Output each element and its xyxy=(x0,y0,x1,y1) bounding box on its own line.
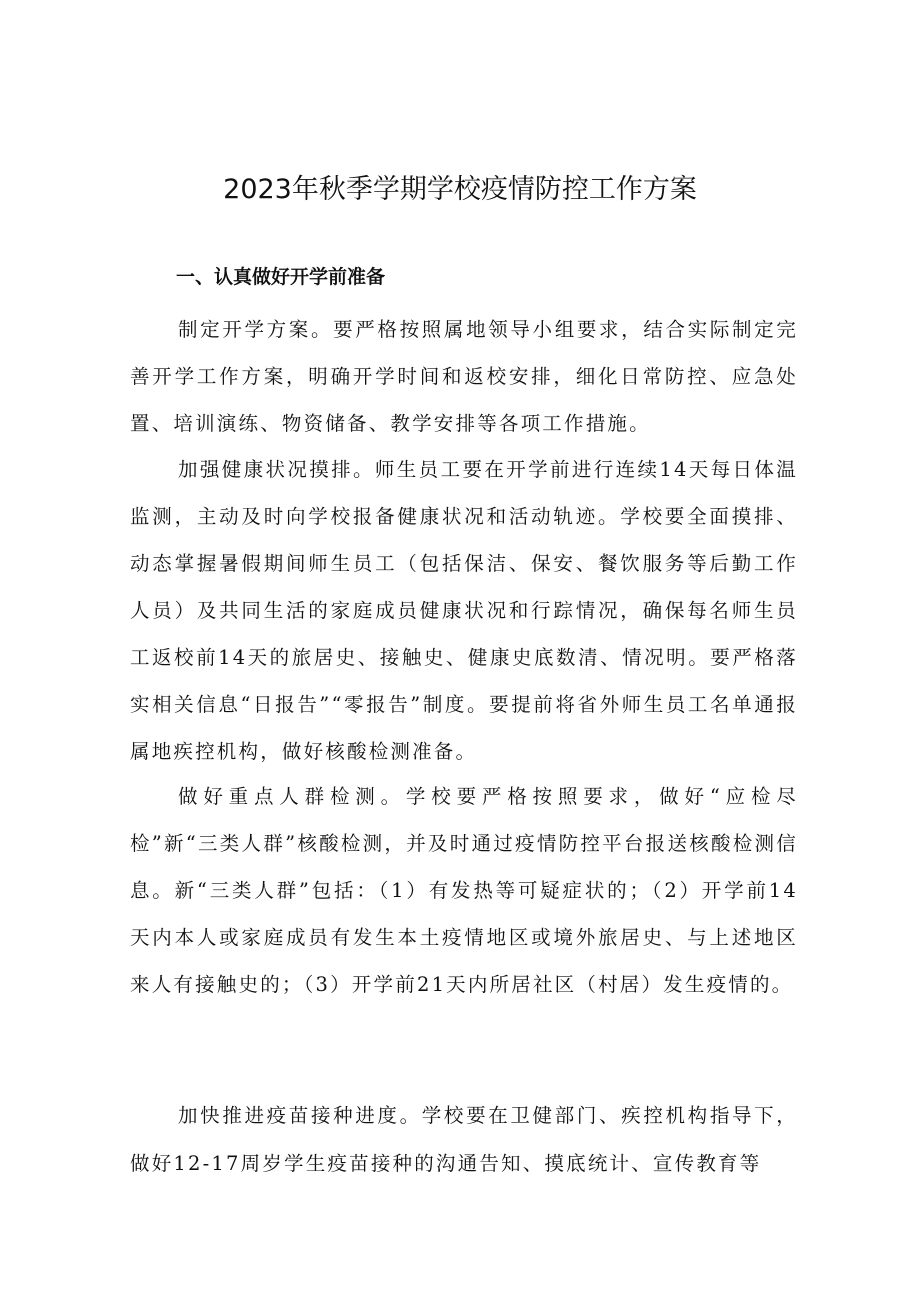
paragraph-health-screening: 加强健康状况摸排。师生员工要在开学前进行连续14天每日体温监测，主动及时向学校报备健康状况和活动轨迹。学校要全面摸排、动态掌握暑假期间师生员工（包括保洁、保安、餐饮服务等后勤工作人员）及共同生活的家庭成员健康状况和行踪情况，确保每名师生员工返校前14天的旅居史、接触史、健康史底数清、情况明。要严格落实相关信息“日报告”“零报告”制度。要提前将省外师生员工名单通报属地疾控机构，做好核酸检测准备。 xyxy=(130,458,798,763)
section-heading: 一、认真做好开学前准备 xyxy=(176,266,386,288)
document-title: 2023年秋季学期学校疫情防控工作方案 xyxy=(223,174,697,205)
paragraph-vaccination: 加快推进疫苗接种进度。学校要在卫健部门、疾控机构指导下，做好12-17周岁学生疫苗接种的沟通告知、摸底统计、宣传教育等 xyxy=(130,1104,798,1175)
paragraph-key-group-testing: 做好重点人群检测。学校要严格按照要求，做好“应检尽检”新“三类人群”核酸检测，并及时通过疫情防控平台报送核酸检测信息。新“三类人群”包括：（1）有发热等可疑症状的；（2）开学前14天内本人或家庭成员有发生本土疫情地区或境外旅居史、与上述地区来人有接触史的；（3）开学前21天内所居社区（村居）发生疫情的。 xyxy=(130,785,798,996)
paragraph-opening-plan: 制定开学方案。要严格按照属地领导小组要求，结合实际制定完善开学工作方案，明确开学时间和返校安排，细化日常防控、应急处置、培训演练、物资储备、教学安排等各项工作措施。 xyxy=(130,318,798,435)
